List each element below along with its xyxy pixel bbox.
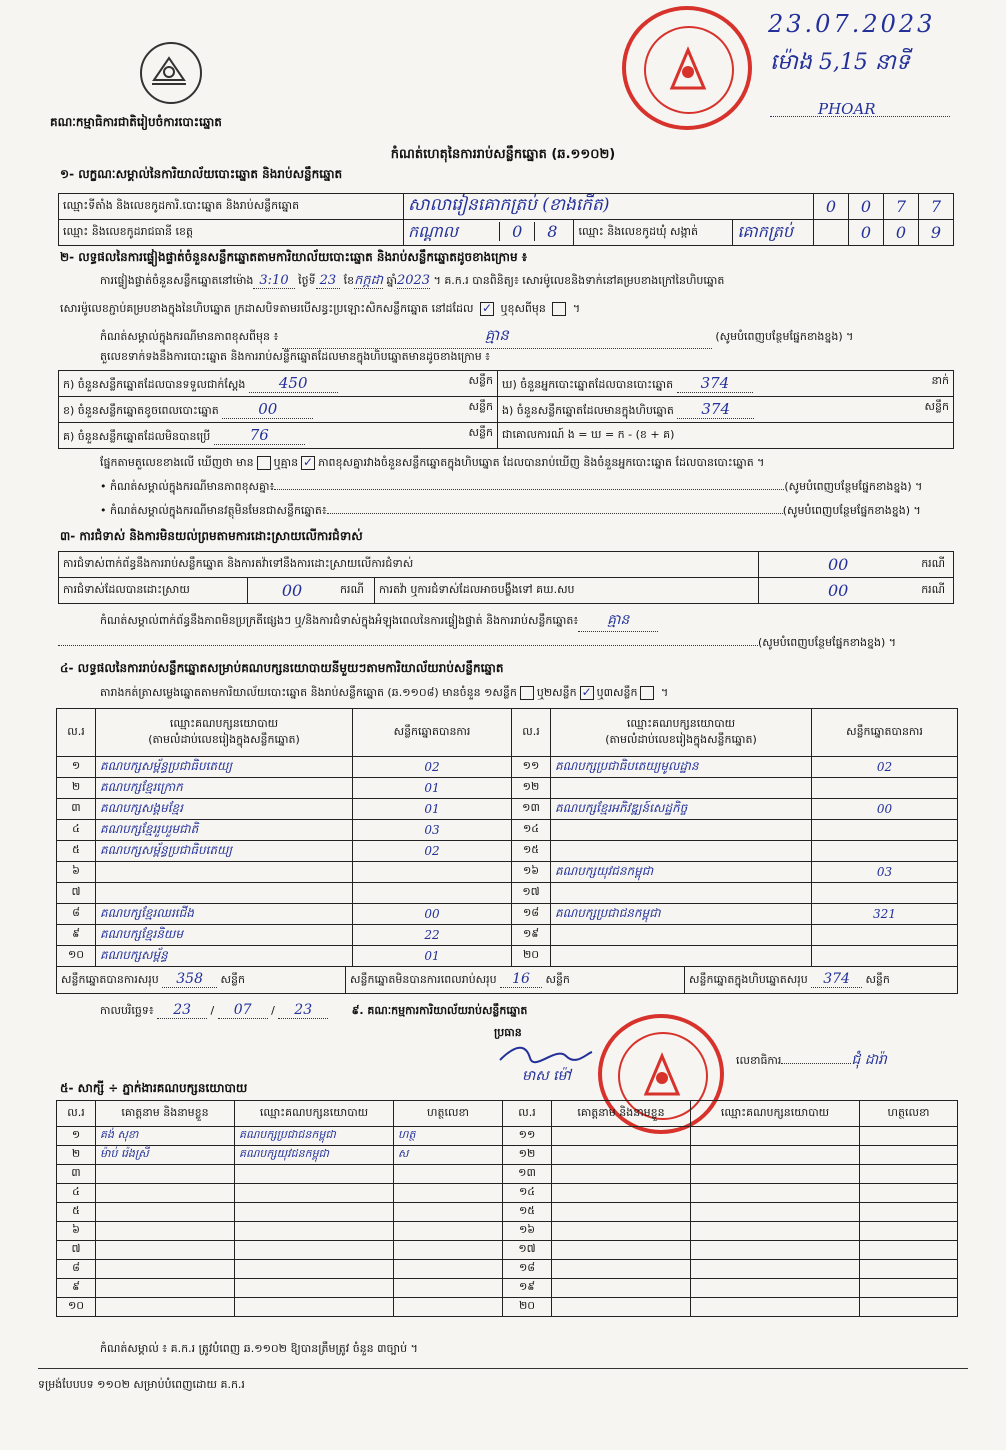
party-row xyxy=(57,757,958,778)
witness-name xyxy=(552,1146,691,1165)
witness-signature xyxy=(860,1222,958,1241)
witness-party xyxy=(235,1260,394,1279)
page-title: កំណត់ហេតុនៃការរាប់សន្លឹកឆ្នោត (ឆ.១១០២) xyxy=(390,147,616,162)
witness-signature xyxy=(394,1260,503,1279)
location-code-digit: 7 xyxy=(884,194,919,220)
party-name: គណបក្សខ្មែរឈរជើង xyxy=(96,904,353,925)
commune-code-digit: 9 xyxy=(919,220,954,246)
row-number: ៨ xyxy=(57,1260,96,1279)
location-label: ឈ្មោះទីតាំង និងលេខកូដការិ.បោះឆ្នោត និងរាប់សន្លឹកឆ្នោត xyxy=(59,194,404,220)
discrepancy-line: ផ្នែកតាមតួលេខខាងលើ ឃើញថា មាន ឬគ្មាន ✓ ភាពខុសគ្នារវាងចំនួនសន្លឹកឆ្នោតក្នុងហិបឆ្នោត ដែលបានរាប់ឃើញ និងចំនួនអ្នកបោះឆ្នោត ដែលបានបោះឆ្នោត ។ xyxy=(100,455,765,469)
note-line-1: • កំណត់សម្គាល់ក្នុងករណីមានភាពខុសគ្នា៖ (សូមបំពេញបន្ថែមផ្នែកខាងខ្នង) ។ xyxy=(100,480,923,493)
party-votes: 321 xyxy=(812,904,958,925)
form-note: ទម្រង់បែបបទ ១១០២ សម្រាប់បំពេញដោយ គ.ក.រ xyxy=(38,1378,245,1391)
complaints-table: ការជំទាស់ពាក់ព័ន្ធនឹងការរាប់សន្លឹកឆ្នោត និងការតវ៉ាទៅនឹងការដោះស្រាយលើការជំទាស់ 00 ករណី ការជំទាស់ដែលបានដោះស្រាយ 00 ករណី ការតវ៉ា ឬការជំទាស់ដែលអាចបង្ខឹងទៅ គឃ.សប 00 ករណី xyxy=(58,551,954,604)
figures-intro: តួលេខទាក់ទងនឹងការបោះឆ្នោត និងការរាប់សន្លឹកឆ្នោតដែលមានក្នុងហិបឆ្នោតមានដូចខាងក្រោម ៖ xyxy=(100,350,491,363)
section4-heading: ៤- លទ្ធផលនៃការរាប់សន្លឹកឆ្នោតសម្រាប់គណបក្សនយោបាយនីមួយៗតាមការិយាល័យរាប់សន្លឹកឆ្នោត xyxy=(60,661,504,675)
verification-line: ការផ្ទៀងផ្ទាត់ចំនួនសន្លឹកឆ្នោតនៅម៉ោង 3:10 ថ្ងៃទី 23 ខែកក្កដា ឆ្នាំ2023 ។ គ.ក.រ បានពិនិត្យ៖ សោរម៉ូលេខនិងទាក់នៅគម្របខាងក្រៅនៃហិបឆ្នោត xyxy=(100,273,725,288)
witness-name: គង់ សុខា xyxy=(96,1127,235,1146)
seal-check-line: សោរម៉ូលេខភ្ជាប់គម្របខាងក្នុងនៃហិបឆ្នោត ក្រដាសបិទតាមរបើសន្ធះប្រឡោះសិកសន្លឹកឆ្នោត នៅដដែល ✓ ឬខុសពីមុន ។ xyxy=(60,301,581,315)
party-row xyxy=(57,862,958,883)
witness-name xyxy=(552,1279,691,1298)
witness-party xyxy=(235,1241,394,1260)
row-number: ១២ xyxy=(512,778,551,799)
party-name xyxy=(96,862,353,883)
resolved-value: 00 xyxy=(248,578,337,604)
handwritten-initials: PHOAR xyxy=(818,100,876,118)
commune-code-digit: 0 xyxy=(849,220,884,246)
witness-name xyxy=(552,1203,691,1222)
party-votes xyxy=(812,925,958,946)
location-code-digit: 0 xyxy=(814,194,849,220)
witness-row xyxy=(57,1165,958,1184)
party-votes: 01 xyxy=(353,799,512,820)
chair-label: ប្រធាន xyxy=(494,1026,522,1039)
party-votes: 01 xyxy=(353,946,512,967)
party-row xyxy=(57,925,958,946)
witness-party xyxy=(235,1279,394,1298)
witness-signature xyxy=(860,1203,958,1222)
witness-name xyxy=(96,1165,235,1184)
witness-name xyxy=(96,1184,235,1203)
party-row xyxy=(57,799,958,820)
row-number: ១ xyxy=(57,1127,96,1146)
party-name xyxy=(96,883,353,904)
ballot-figures-table: ក) ចំនួនសន្លឹកឆ្នោតដែលបានទទួលជាក់ស្ដែង 450 សន្លឹក ឃ) ចំនួនអ្នកបោះឆ្នោតដែលបានបោះឆ្នោត 374 នាក់ ខ) ចំនួនសន្លឹកឆ្នោតខូចពេលបោះឆ្នោត 00 សន្លឹក ង) ចំនួនសន្លឹកឆ្នោតដែលមានក្នុងហិបឆ្នោត 374 សន្លឹក គ) ចំនួនសន្លឹកឆ្នោតដែលមិនបានប្រើ 76 សន្លឹក ជាគោលការណ៍ ង = ឃ = ក - (ខ + គ) xyxy=(58,370,954,449)
witness-party xyxy=(691,1241,860,1260)
row-number: ៦ xyxy=(57,862,96,883)
party-row xyxy=(57,820,958,841)
party-votes: 02 xyxy=(812,757,958,778)
witness-signature xyxy=(860,1298,958,1317)
witness-signature: ហត្ថ xyxy=(394,1127,503,1146)
row-number: ៤ xyxy=(57,820,96,841)
party-row xyxy=(57,946,958,967)
section2-heading: ២- លទ្ធផលនៃការផ្ទៀងផ្ទាត់ចំនួនសន្លឹកឆ្នោតតាមការិយាល័យបោះឆ្នោត និងរាប់សន្លឹកឆ្នោតដូចខាងក្រោម ៖ xyxy=(60,250,528,264)
witnesses-table: ល.រ គោត្តនាម និងនាមខ្លួន ឈ្មោះគណបក្សនយោបាយ ហត្ថលេខា ល.រ គោត្តនាម និងនាមខ្លួន ឈ្មោះគណបក្សនយោបាយ ហត្ថលេខា ១ គង់ សុខា គណបក្សប្រជាជនកម្ពុជា ហត្ថ ១១ ២ ម៉ាប់ រ៉េងស្រី គណបក្សយុវជនកម្ពុជា ស ១២ ៣ ១៣ ៤ ១៤ ៥ ១៥ ៦ ១៦ ៧ ១៧ ៨ ១៨ ៩ ១៩ ១០ ២០ xyxy=(56,1100,958,1317)
witness-signature xyxy=(860,1146,958,1165)
note-line-2: • កំណត់សម្គាល់ក្នុងករណីមានវត្ថុមិនមែនជាសន្លឹកឆ្នោត៖ (សូមបំពេញបន្ថែមផ្នែកខាងខ្នង) ។ xyxy=(100,504,921,517)
witness-name xyxy=(552,1222,691,1241)
witness-row xyxy=(57,1203,958,1222)
row-number: ១១ xyxy=(512,757,551,778)
witness-party: គណបក្សយុវជនកម្ពុជា xyxy=(235,1146,394,1165)
party-name: គណបក្សខ្មែរអភិវឌ្ឍន៍សេដ្ឋកិច្ច xyxy=(551,799,812,820)
received-ballots-value: 450 xyxy=(249,374,338,393)
appeal-value: 00 xyxy=(759,578,918,604)
party-name xyxy=(551,841,812,862)
party-row xyxy=(57,904,958,925)
party-name: គណបក្សខ្មែររួបរួមជាតិ xyxy=(96,820,353,841)
section3-heading: ៣- ការជំទាស់ និងការមិនយល់ព្រមតាមការដោះស្រាយលើការជំទាស់ xyxy=(60,529,363,543)
party-name xyxy=(551,778,812,799)
party-name: គណបក្សសង្គមខ្មែរ xyxy=(96,799,353,820)
witness-signature xyxy=(860,1241,958,1260)
commune-code-digit: 0 xyxy=(884,220,919,246)
witness-signature xyxy=(394,1184,503,1203)
party-votes: 02 xyxy=(353,757,512,778)
difference-note-line: កំណត់សម្គាល់ក្នុងករណីមានភាពខុសពីមុន ៖ គ្មាន (សូមបំពេញបន្ថែមផ្នែកខាងខ្នង) ។ xyxy=(100,326,960,349)
party-name: គណបក្សសម្ព័ន្ធ xyxy=(96,946,353,967)
secretary-line: លេខាធិការ ជុំ ដារ៉ា xyxy=(736,1052,887,1068)
witness-name xyxy=(96,1203,235,1222)
nec-logo-icon xyxy=(140,42,202,104)
party-votes xyxy=(812,883,958,904)
row-number: ៤ xyxy=(57,1184,96,1203)
row-number: ១៦ xyxy=(512,862,551,883)
irregularity-note: កំណត់សម្គាល់ពាក់ព័ន្ធនឹងភាពមិនប្រក្រតីផ្សេងៗ ឬ/និងការជំទាស់ក្នុងអំឡុងពេលនៃការផ្ទៀងផ្ទាត់ និងការរាប់សន្លឹកឆ្នោត៖ គ្មាន xyxy=(100,610,658,632)
complaints-value: 00 xyxy=(759,552,918,578)
row-number: ៥ xyxy=(57,841,96,862)
witness-name xyxy=(552,1241,691,1260)
witness-signature xyxy=(394,1279,503,1298)
row-number: ២០ xyxy=(503,1298,552,1317)
total-box-value: 374 xyxy=(811,971,862,988)
witness-name xyxy=(96,1222,235,1241)
date-line: កាលបរិច្ឆេទ៖ 23 / 07 / 23 ៩. គណៈកម្មការការិយាល័យរាប់សន្លឹកឆ្នោត xyxy=(100,1002,528,1018)
row-number: ៨ xyxy=(57,904,96,925)
province-value: កណ្តាល 0 8 xyxy=(404,220,574,246)
row-number: ៧ xyxy=(57,1241,96,1260)
location-code-digit: 7 xyxy=(919,194,954,220)
section1-heading: ១- លក្ខណៈសម្គាល់នៃការិយាល័យបោះឆ្នោត និងរាប់សន្លឹកឆ្នោត xyxy=(60,167,343,181)
party-votes: 00 xyxy=(812,799,958,820)
witness-party xyxy=(691,1279,860,1298)
row-number: ១៩ xyxy=(512,925,551,946)
witness-party xyxy=(691,1165,860,1184)
commune-label: ឈ្មោះ និងលេខកូដឃុំ សង្កាត់ xyxy=(574,220,733,246)
witness-party xyxy=(691,1146,860,1165)
section5-heading: ៥- សាក្សី ÷ ភ្នាក់ងារគណបក្សនយោបាយ xyxy=(60,1081,248,1095)
row-number: ១៦ xyxy=(503,1222,552,1241)
row-number: ៩ xyxy=(57,1279,96,1298)
witness-row xyxy=(57,1146,958,1165)
row-number: ១០ xyxy=(57,946,96,967)
party-votes xyxy=(812,820,958,841)
witness-party xyxy=(235,1184,394,1203)
province-label: ឈ្មោះ និងលេខកូដរាជធានី ខេត្ត xyxy=(59,220,404,246)
party-row xyxy=(57,841,958,862)
row-number: ២ xyxy=(57,1146,96,1165)
party-name: គណបក្សប្រជាជនកម្ពុជា xyxy=(551,904,812,925)
row-number: ៣ xyxy=(57,1165,96,1184)
witness-name xyxy=(552,1298,691,1317)
sheets-line: តារាងកត់ត្រាសម្លេងឆ្នោតតាមការិយាល័យបោះឆ្នោត និងរាប់សន្លឹកឆ្នោត (ឆ.១១០៨) មានចំនួន ១សន្លឹក ឬ២សន្លឹក ✓ ឬ៣សន្លឹក ។ xyxy=(100,685,669,699)
two-sheets-checkbox[interactable]: ✓ xyxy=(581,685,592,699)
row-number: ១៤ xyxy=(512,820,551,841)
row-number: ១២ xyxy=(503,1146,552,1165)
party-name: គណបក្សខ្មែរនិយម xyxy=(96,925,353,946)
province-code-digit: 0 xyxy=(499,222,534,241)
row-number: ១៩ xyxy=(503,1279,552,1298)
one-sheet-checkbox[interactable] xyxy=(520,686,534,700)
party-votes xyxy=(812,946,958,967)
witness-signature xyxy=(860,1165,958,1184)
row-number: ១០ xyxy=(57,1298,96,1317)
row-number: ៧ xyxy=(57,883,96,904)
total-invalid-value: 16 xyxy=(500,971,542,988)
row-number: ១៣ xyxy=(503,1165,552,1184)
row-number: ៣ xyxy=(57,799,96,820)
handwritten-date: 23.07.2023 xyxy=(768,10,936,38)
witness-name xyxy=(552,1127,691,1146)
footer-note: កំណត់សម្គាល់ ៖ គ.ក.រ ត្រូវបំពេញ ឆ.១១០២ ឱ្យបានត្រឹមត្រូវ ចំនួន ៣ច្បាប់ ។ xyxy=(100,1342,418,1355)
witness-name xyxy=(552,1260,691,1279)
official-stamp-icon xyxy=(622,6,752,130)
party-votes: 02 xyxy=(353,841,512,862)
party-name: គណបក្សសម្ព័ន្ធប្រជាធិបតេយ្យ xyxy=(96,841,353,862)
witness-party: គណបក្សប្រជាជនកម្ពុជា xyxy=(235,1127,394,1146)
initials-line xyxy=(770,116,950,117)
voters-value: 374 xyxy=(677,374,754,393)
witness-name xyxy=(552,1165,691,1184)
witness-signature xyxy=(394,1165,503,1184)
row-number: ១៧ xyxy=(512,883,551,904)
no-diff-checkbox[interactable]: ✓ xyxy=(303,455,314,469)
province-code-digit: 8 xyxy=(534,222,569,241)
row-number: ១៤ xyxy=(503,1184,552,1203)
witness-signature xyxy=(394,1298,503,1317)
party-name xyxy=(551,883,812,904)
unchanged-checkbox[interactable]: ✓ xyxy=(481,301,493,315)
witness-party xyxy=(235,1203,394,1222)
commune-value: គោកត្រប់ xyxy=(733,220,814,246)
witness-signature xyxy=(394,1203,503,1222)
has-diff-checkbox[interactable] xyxy=(257,456,271,470)
party-name: គណបក្សសម្ព័ន្ធប្រជាធិបតេយ្យ xyxy=(96,757,353,778)
totals-row: សន្លឹកឆ្នោតបានការសរុប 358 សន្លឹក សន្លឹកឆ្នោតមិនបានការពេលរាប់សរុប 16 សន្លឹក សន្លឹកឆ្នោតក្នុងហិបឆ្នោតសរុប 374 សន្លឹក xyxy=(57,967,958,994)
row-number: ១១ xyxy=(503,1127,552,1146)
location-code-digit: 0 xyxy=(849,194,884,220)
party-row xyxy=(57,883,958,904)
witness-row xyxy=(57,1279,958,1298)
party-name xyxy=(551,946,812,967)
party-votes xyxy=(812,778,958,799)
row-number: ៦ xyxy=(57,1222,96,1241)
party-name: គណបក្សយុវជនកម្ពុជា xyxy=(551,862,812,883)
witness-name xyxy=(96,1298,235,1317)
witness-row xyxy=(57,1127,958,1146)
witness-party xyxy=(235,1165,394,1184)
witness-party xyxy=(235,1222,394,1241)
witness-name xyxy=(96,1241,235,1260)
spoiled-ballots-value: 00 xyxy=(222,400,313,419)
witness-name xyxy=(96,1279,235,1298)
witness-row xyxy=(57,1260,958,1279)
witness-row xyxy=(57,1184,958,1203)
witness-party xyxy=(691,1203,860,1222)
witness-name: ម៉ាប់ រ៉េងស្រី xyxy=(96,1146,235,1165)
box-ballots-value: 374 xyxy=(677,400,754,419)
witness-row xyxy=(57,1222,958,1241)
row-number: ៥ xyxy=(57,1203,96,1222)
party-row xyxy=(57,778,958,799)
witness-row xyxy=(57,1241,958,1260)
row-number: ១៥ xyxy=(503,1203,552,1222)
witness-name xyxy=(96,1260,235,1279)
formula: ជាគោលការណ៍ ង = ឃ = ក - (ខ + គ) xyxy=(498,423,954,449)
section1-table xyxy=(58,193,954,246)
changed-checkbox[interactable] xyxy=(552,302,566,316)
witness-party xyxy=(691,1184,860,1203)
unused-ballots-value: 76 xyxy=(214,426,305,445)
witness-signature xyxy=(860,1184,958,1203)
party-col-header: ឈ្មោះគណបក្សនយោបាយ (តាមលំដាប់លេខរៀងក្នុងសន្លឹកឆ្នោត) xyxy=(96,709,353,757)
org-name: គណៈកម្មាធិការជាតិរៀបចំការបោះឆ្នោត xyxy=(50,115,222,129)
row-number: ១៣ xyxy=(512,799,551,820)
party-name: គណបក្សខ្មែរក្រោក xyxy=(96,778,353,799)
party-votes: 01 xyxy=(353,778,512,799)
party-votes: 22 xyxy=(353,925,512,946)
witness-signature xyxy=(860,1127,958,1146)
row-number: ១៥ xyxy=(512,841,551,862)
party-votes: 03 xyxy=(353,820,512,841)
witness-signature xyxy=(394,1241,503,1260)
row-number: ១៨ xyxy=(503,1260,552,1279)
irregularity-note-line2: (សូមបំពេញបន្ថែមផ្នែកខាងខ្នង) ។ xyxy=(58,636,956,652)
party-name: គណបក្សប្រជាធិបតេយ្យមូលដ្ឋាន xyxy=(551,757,812,778)
witness-party xyxy=(691,1127,860,1146)
witness-signature: ស xyxy=(394,1146,503,1165)
row-number: ១ xyxy=(57,757,96,778)
footer-divider xyxy=(38,1368,968,1369)
party-results-table: ល.រ ឈ្មោះគណបក្សនយោបាយ (តាមលំដាប់លេខរៀងក្នុងសន្លឹកឆ្នោត) សន្លឹកឆ្នោតបានការ ល.រ ឈ្មោះគណបក្សនយោបាយ (តាមលំដាប់លេខរៀងក្នុងសន្លឹកឆ្នោត) សន្លឹកឆ្នោតបានការ ១ គណបក្សសម្ព័ន្ធប្រជាធិបតេយ្យ 02 ១១ គណបក្សប្រជាធិបតេយ្យមូលដ្ឋាន 02 ២ គណបក្សខ្មែរក្រោក 01 ១២ ៣ គណបក្សសង្គមខ្មែរ 01 ១៣ គណបក្សខ្មែរអភិវឌ្ឍន៍សេដ្ឋកិច្ច 00 ៤ គណបក្សខ្មែររួបរួមជាតិ 03 ១៤ ៥ គណបក្សសម្ព័ន្ធប្រជាធិបតេយ្យ 02 ១៥ ៦ ១៦ គណបក្សយុវជនកម្ពុជា 03 ៧ ១៧ ៨ គណបក្សខ្មែរឈរជើង 00 ១៨ គណបក្សប្រជាជនកម្ពុជា 321 ៩ គណបក្សខ្មែរនិយម 22 ១៩ ១០ គណបក្សសម្ព័ន្ធ 01 ២០ សន្លឹកឆ្នោតបានការសរុប 358 សន្លឹក សន្លឹកឆ្នោតមិនបានការពេលរាប់សរុប 16 សន្លឹក សន្លឹកឆ្នោតក្នុងហិបឆ្នោតសរុប 374 សន្លឹក xyxy=(56,708,958,994)
row-number: ៩ xyxy=(57,925,96,946)
witness-signature xyxy=(860,1260,958,1279)
total-valid-value: 358 xyxy=(162,971,217,988)
party-votes xyxy=(353,883,512,904)
witness-party xyxy=(691,1222,860,1241)
row-number: ២០ xyxy=(512,946,551,967)
party-votes: 00 xyxy=(353,904,512,925)
party-name xyxy=(551,925,812,946)
party-votes xyxy=(353,862,512,883)
witness-row xyxy=(57,1298,958,1317)
row-number: ២ xyxy=(57,778,96,799)
witness-name xyxy=(552,1184,691,1203)
row-number: ១៧ xyxy=(503,1241,552,1260)
witness-signature xyxy=(860,1279,958,1298)
party-votes xyxy=(812,841,958,862)
chair-name: មាស ម៉ៅ xyxy=(522,1068,571,1084)
witness-party xyxy=(235,1298,394,1317)
three-sheets-checkbox[interactable] xyxy=(640,686,654,700)
witness-signature xyxy=(394,1222,503,1241)
party-name xyxy=(551,820,812,841)
party-votes: 03 xyxy=(812,862,958,883)
handwritten-time: ម៉ោង 5,15 នាទី xyxy=(770,50,910,75)
witness-party xyxy=(691,1260,860,1279)
location-value: សាលារៀនគោកត្រប់ (ខាងកើត) xyxy=(404,194,814,220)
witness-party xyxy=(691,1298,860,1317)
row-number: ១៨ xyxy=(512,904,551,925)
